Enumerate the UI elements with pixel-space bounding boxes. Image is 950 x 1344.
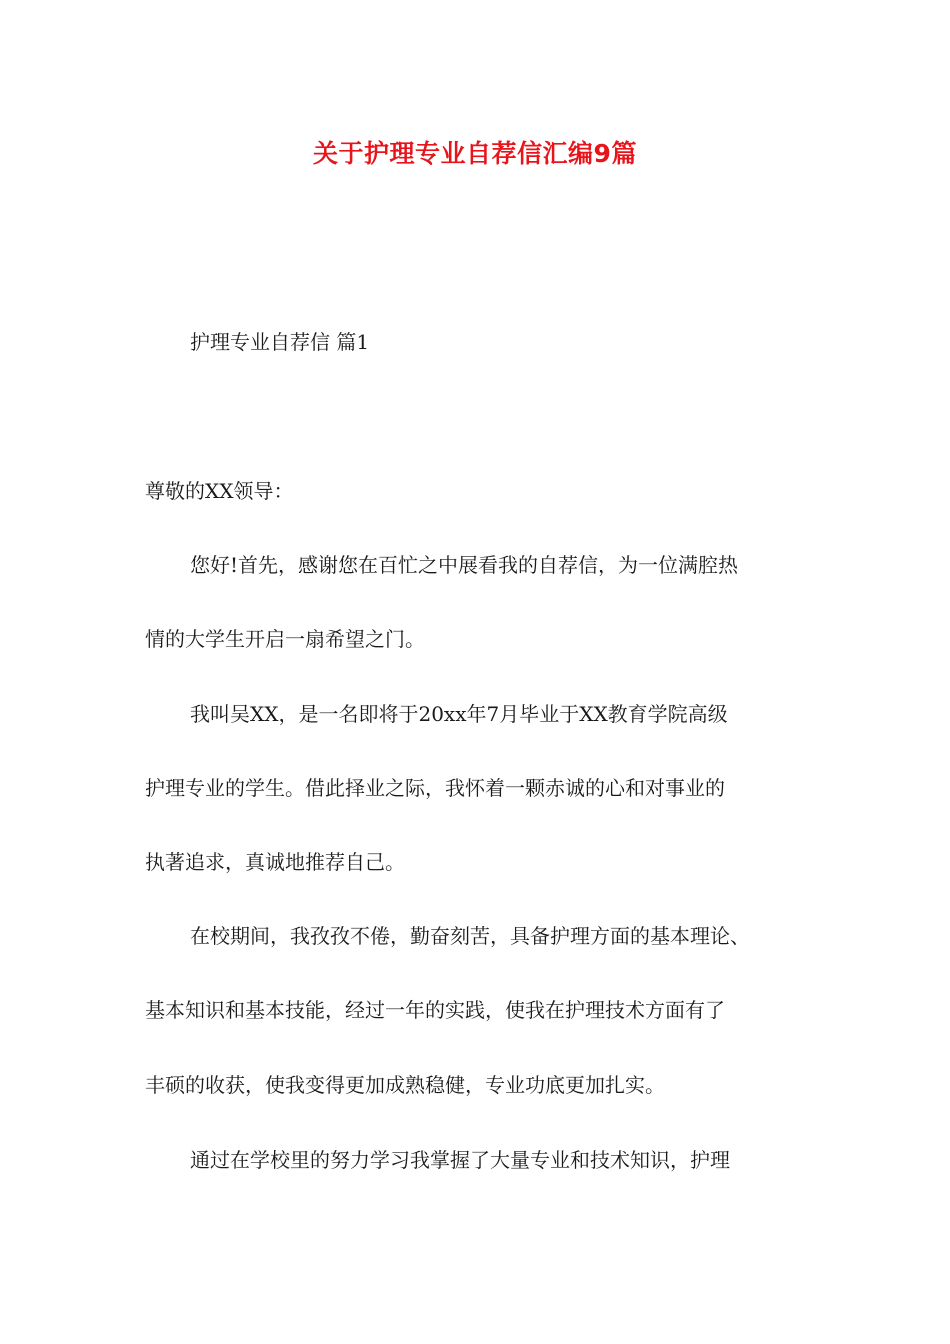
paragraph-line: 我叫吴XX，是一名即将于20xx年7月毕业于XX教育学院高级 (190, 702, 728, 726)
paragraph-line: 情的大学生开启一扇希望之门。 (145, 627, 425, 651)
section-heading: 护理专业自荐信 篇1 (190, 330, 370, 354)
salutation: 尊敬的XX领导： (145, 479, 294, 503)
document-title: 关于护理专业自荐信汇编9篇 (313, 139, 637, 168)
paragraph-line: 通过在学校里的努力学习我掌握了大量专业和技术知识，护理 (190, 1148, 730, 1172)
paragraph-line: 丰硕的收获，使我变得更加成熟稳健，专业功底更加扎实。 (145, 1073, 665, 1097)
paragraph-line: 在校期间，我孜孜不倦，勤奋刻苦，具备护理方面的基本理论、 (190, 924, 750, 948)
paragraph-line: 您好!首先，感谢您在百忙之中展看我的自荐信，为一位满腔热 (190, 553, 739, 577)
paragraph-line: 护理专业的学生。借此择业之际，我怀着一颗赤诚的心和对事业的 (145, 776, 725, 800)
paragraph-line: 执著追求，真诚地推荐自己。 (145, 850, 405, 874)
paragraph-line: 基本知识和基本技能，经过一年的实践，使我在护理技术方面有了 (145, 998, 725, 1022)
